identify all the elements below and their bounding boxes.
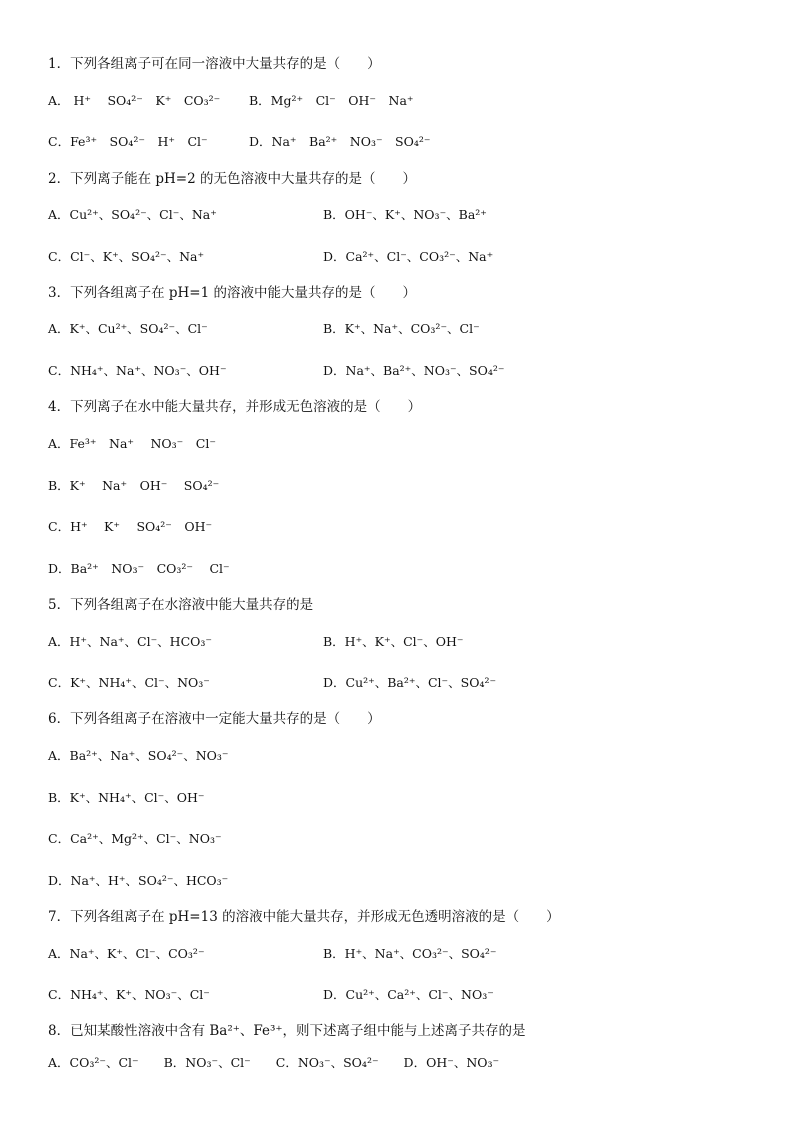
question-8-stem: 8．已知某酸性溶液中含有 Ba²⁺、Fe³⁺，则下述离子组中能与上述离子共存的是 bbox=[48, 1023, 526, 1039]
question-3-option-d: D．Na⁺、Ba²⁺、NO₃⁻、SO₄²⁻ bbox=[323, 363, 505, 378]
question-4-option-a: A．Fe³⁺ Na⁺ NO₃⁻ Cl⁻ bbox=[48, 436, 216, 451]
question-6-option-b: B．K⁺、NH₄⁺、Cl⁻、OH⁻ bbox=[48, 790, 205, 805]
question-1-option-a: A． H⁺ SO₄²⁻ K⁺ CO₃²⁻ bbox=[48, 93, 221, 108]
question-2-option-c: C．Cl⁻、K⁺、SO₄²⁻、Na⁺ bbox=[48, 249, 205, 264]
question-1-option-b: B．Mg²⁺ Cl⁻ OH⁻ Na⁺ bbox=[249, 93, 414, 108]
question-5-option-b: B．H⁺、K⁺、Cl⁻、OH⁻ bbox=[323, 634, 464, 649]
question-6-option-a: A．Ba²⁺、Na⁺、SO₄²⁻、NO₃⁻ bbox=[48, 748, 229, 763]
question-6-option-c: C．Ca²⁺、Mg²⁺、Cl⁻、NO₃⁻ bbox=[48, 831, 222, 846]
question-1-stem: 1．下列各组离子可在同一溶液中大量共存的是（ ） bbox=[48, 56, 381, 72]
question-2-option-d: D．Ca²⁺、Cl⁻、CO₃²⁻、Na⁺ bbox=[323, 249, 494, 264]
question-3-stem: 3．下列各组离子在 pH=1 的溶液中能大量共存的是（ ） bbox=[48, 285, 416, 301]
question-1-option-d: D．Na⁺ Ba²⁺ NO₃⁻ SO₄²⁻ bbox=[249, 134, 431, 149]
question-2-option-a: A．Cu²⁺、SO₄²⁻、Cl⁻、Na⁺ bbox=[48, 207, 217, 222]
question-5-option-c: C．K⁺、NH₄⁺、Cl⁻、NO₃⁻ bbox=[48, 675, 210, 690]
question-2-stem: 2．下列离子能在 pH=2 的无色溶液中大量共存的是（ ） bbox=[48, 171, 416, 187]
question-5-stem: 5．下列各组离子在水溶液中能大量共存的是 bbox=[48, 597, 314, 613]
question-6-option-d: D．Na⁺、H⁺、SO₄²⁻、HCO₃⁻ bbox=[48, 873, 229, 888]
question-7-stem: 7．下列各组离子在 pH=13 的溶液中能大量共存，并形成无色透明溶液的是（ ） bbox=[48, 909, 560, 925]
question-4-option-b: B．K⁺ Na⁺ OH⁻ SO₄²⁻ bbox=[48, 478, 220, 493]
question-5-option-d: D．Cu²⁺、Ba²⁺、Cl⁻、SO₄²⁻ bbox=[323, 675, 497, 690]
question-7-option-b: B．H⁺、Na⁺、CO₃²⁻、SO₄²⁻ bbox=[323, 946, 497, 961]
question-3-option-c: C．NH₄⁺、Na⁺、NO₃⁻、OH⁻ bbox=[48, 363, 227, 378]
question-3-option-b: B．K⁺、Na⁺、CO₃²⁻、Cl⁻ bbox=[323, 321, 480, 336]
question-4-stem: 4．下列离子在水中能大量共存，并形成无色溶液的是（ ） bbox=[48, 399, 422, 415]
question-2-option-b: B．OH⁻、K⁺、NO₃⁻、Ba²⁺ bbox=[323, 207, 487, 222]
question-8-options: A．CO₃²⁻、Cl⁻ B．NO₃⁻、Cl⁻ C．NO₃⁻、SO₄²⁻ D．OH⁻、NO₃⁻ bbox=[48, 1055, 500, 1070]
question-6-stem: 6．下列各组离子在溶液中一定能大量共存的是（ ） bbox=[48, 711, 381, 727]
question-1-option-c: C．Fe³⁺ SO₄²⁻ H⁺ Cl⁻ bbox=[48, 134, 208, 149]
question-4-option-d: D．Ba²⁺ NO₃⁻ CO₃²⁻ Cl⁻ bbox=[48, 561, 230, 576]
question-7-option-d: D．Cu²⁺、Ca²⁺、Cl⁻、NO₃⁻ bbox=[323, 987, 494, 1002]
question-7-option-a: A．Na⁺、K⁺、Cl⁻、CO₃²⁻ bbox=[48, 946, 205, 961]
question-3-option-a: A．K⁺、Cu²⁺、SO₄²⁻、Cl⁻ bbox=[48, 321, 208, 336]
question-4-option-c: C．H⁺ K⁺ SO₄²⁻ OH⁻ bbox=[48, 519, 213, 534]
question-7-option-c: C．NH₄⁺、K⁺、NO₃⁻、Cl⁻ bbox=[48, 987, 210, 1002]
question-5-option-a: A．H⁺、Na⁺、Cl⁻、HCO₃⁻ bbox=[48, 634, 212, 649]
